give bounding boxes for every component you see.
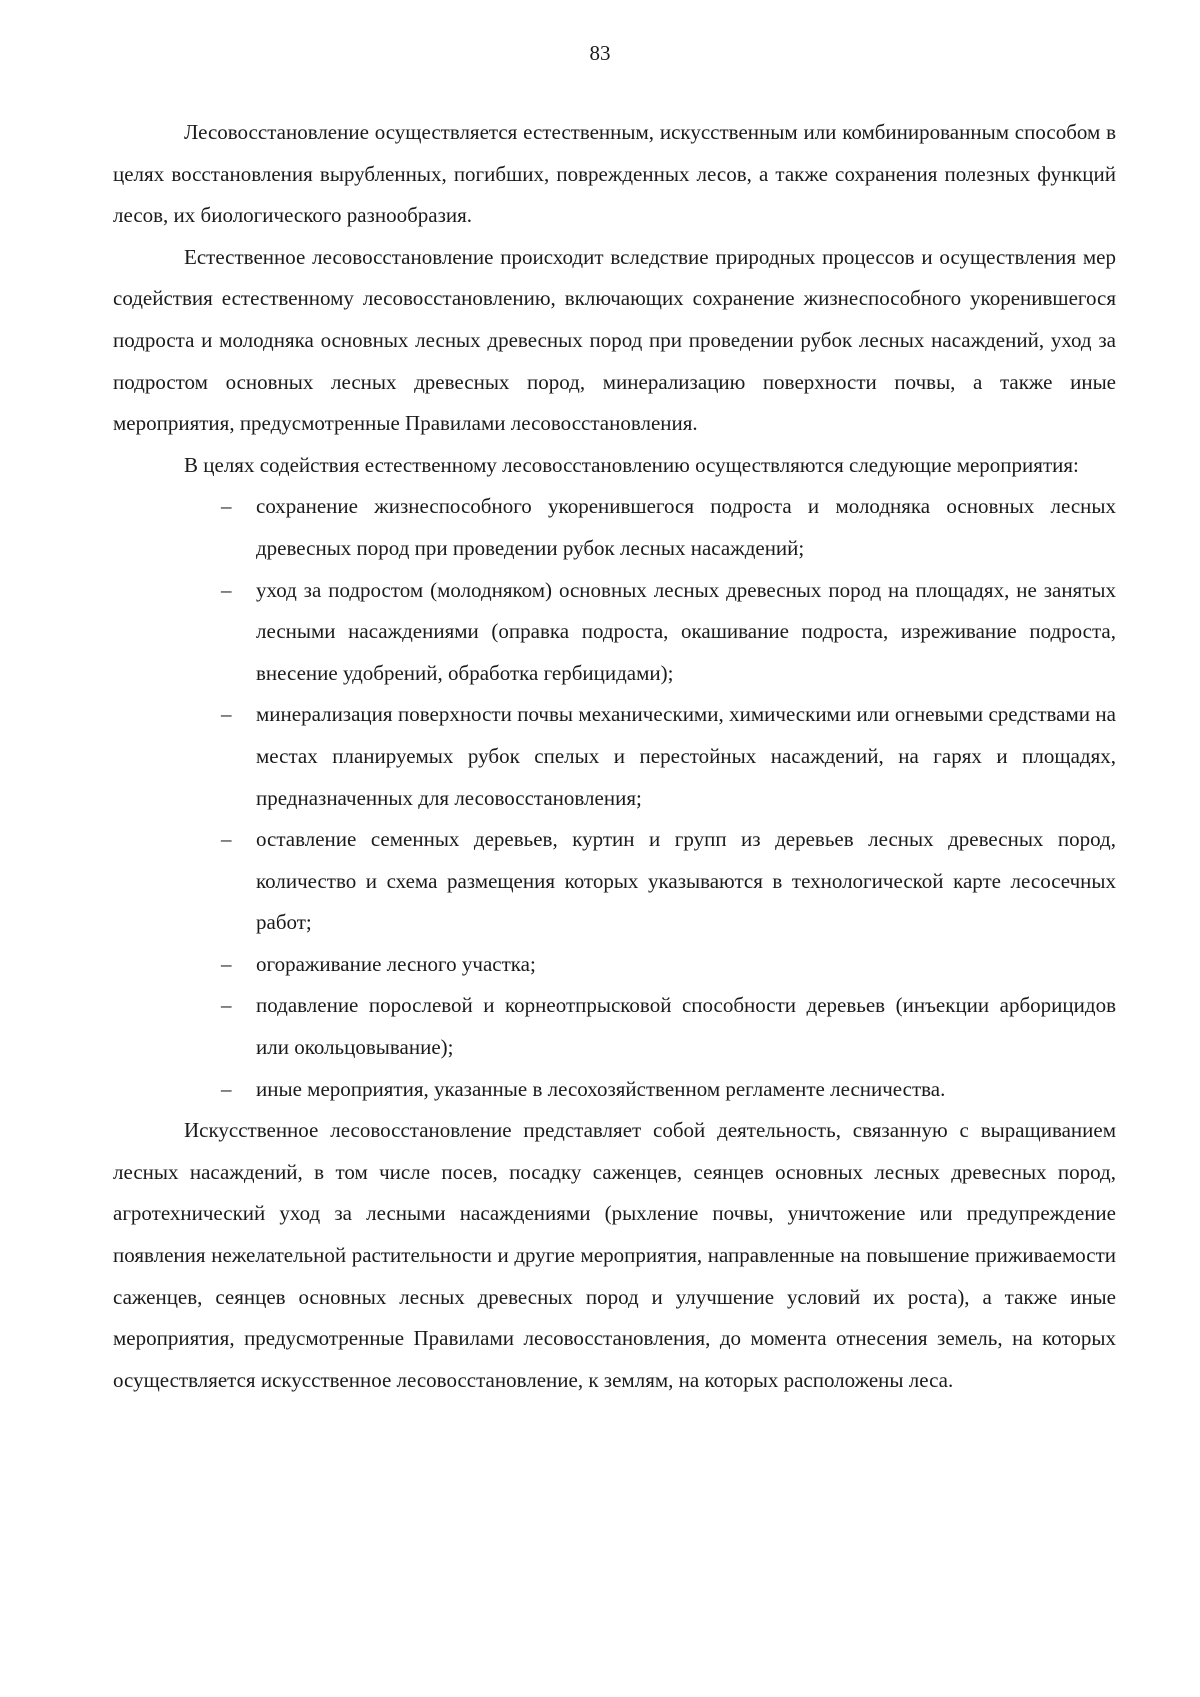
list-item-text: огораживание лесного участка; (256, 951, 536, 976)
list-item-text: оставление семенных деревьев, куртин и групп из деревьев лесных древесных пород, количество и схема размещения которых указываются в технологической карте лесосечных работ; (256, 827, 1116, 935)
list-item (221, 694, 1116, 819)
bullet-dash: – (221, 1076, 232, 1101)
document-body (113, 112, 1116, 1401)
list-item-text: уход за подростом (молодняком) основных лесных древесных пород на площадях, не занятых лесными насаждениями (оправка подроста, окашивание подроста, изреживание подроста, внесение удобрений, обработка гербицидами); (256, 577, 1116, 685)
list-item-text: иные мероприятия, указанные в лесохозяйственном регламенте лесничества. (256, 1076, 946, 1101)
list-item (221, 985, 1116, 1068)
measures-list (113, 486, 1116, 1110)
paragraph-natural-reforestation: Естественное лесовосстановление происходит вследствие природных процессов и осуществления мер содействия естественному лесовосстановлению, включающих сохранение жизнеспособного укоренившегося подроста и молодняка основных лесных древесных пород при проведении рубок лесных насаждений, уход за подростом основных лесных древесных пород, минерализацию поверхности почвы, а также иные мероприятия, предусмотренные Правилами лесовосстановления. (113, 244, 1116, 436)
paragraph-measures-intro: В целях содействия естественному лесовосстановлению осуществляются следующие мероприятия: (184, 452, 1079, 477)
list-item (221, 570, 1116, 695)
paragraph-artificial-reforestation: Искусственное лесовосстановление представляет собой деятельность, связанную с выращиванием лесных насаждений, в том числе посев, посадку саженцев, сеянцев основных лесных древесных пород, агротехнический уход за лесными насаждениями (рыхление почвы, уничтожение или предупреждение появления нежелательной растительности и другие мероприятия, направленные на повышение приживаемости саженцев, сеянцев основных лесных древесных пород и улучшение условий их роста), а также иные мероприятия, предусмотренные Правилами лесовосстановления, до момента отнесения земель, на которых осуществляется искусственное лесовосстановление, к землям, на которых расположены леса. (113, 1118, 1116, 1392)
bullet-dash: – (221, 827, 232, 852)
list-item (221, 819, 1116, 944)
list-item-text: минерализация поверхности почвы механическими, химическими или огневыми средствами на местах планируемых рубок спелых и перестойных насаждений, на гарях и площадях, предназначенных для лесовосстановления; (256, 702, 1116, 810)
bullet-dash: – (221, 494, 232, 519)
list-item (221, 486, 1116, 569)
page-number: 83 (589, 41, 611, 65)
list-item (221, 944, 1116, 986)
list-item (221, 1069, 1116, 1111)
bullet-dash: – (221, 577, 232, 602)
list-item-text: подавление порослевой и корнеотпрысковой способности деревьев (инъекции арборицидов или окольцовывание); (256, 993, 1116, 1060)
bullet-dash: – (221, 951, 232, 976)
bullet-dash: – (221, 702, 232, 727)
bullet-dash: – (221, 993, 232, 1018)
paragraph-reforestation-methods: Лесовосстановление осуществляется естественным, искусственным или комбинированным способом в целях восстановления вырубленных, погибших, поврежденных лесов, а также сохранения полезных функций лесов, их биологического разнообразия. (113, 120, 1116, 228)
list-item-text: сохранение жизнеспособного укоренившегося подроста и молодняка основных лесных древесных пород при проведении рубок лесных насаждений; (256, 494, 1116, 560)
